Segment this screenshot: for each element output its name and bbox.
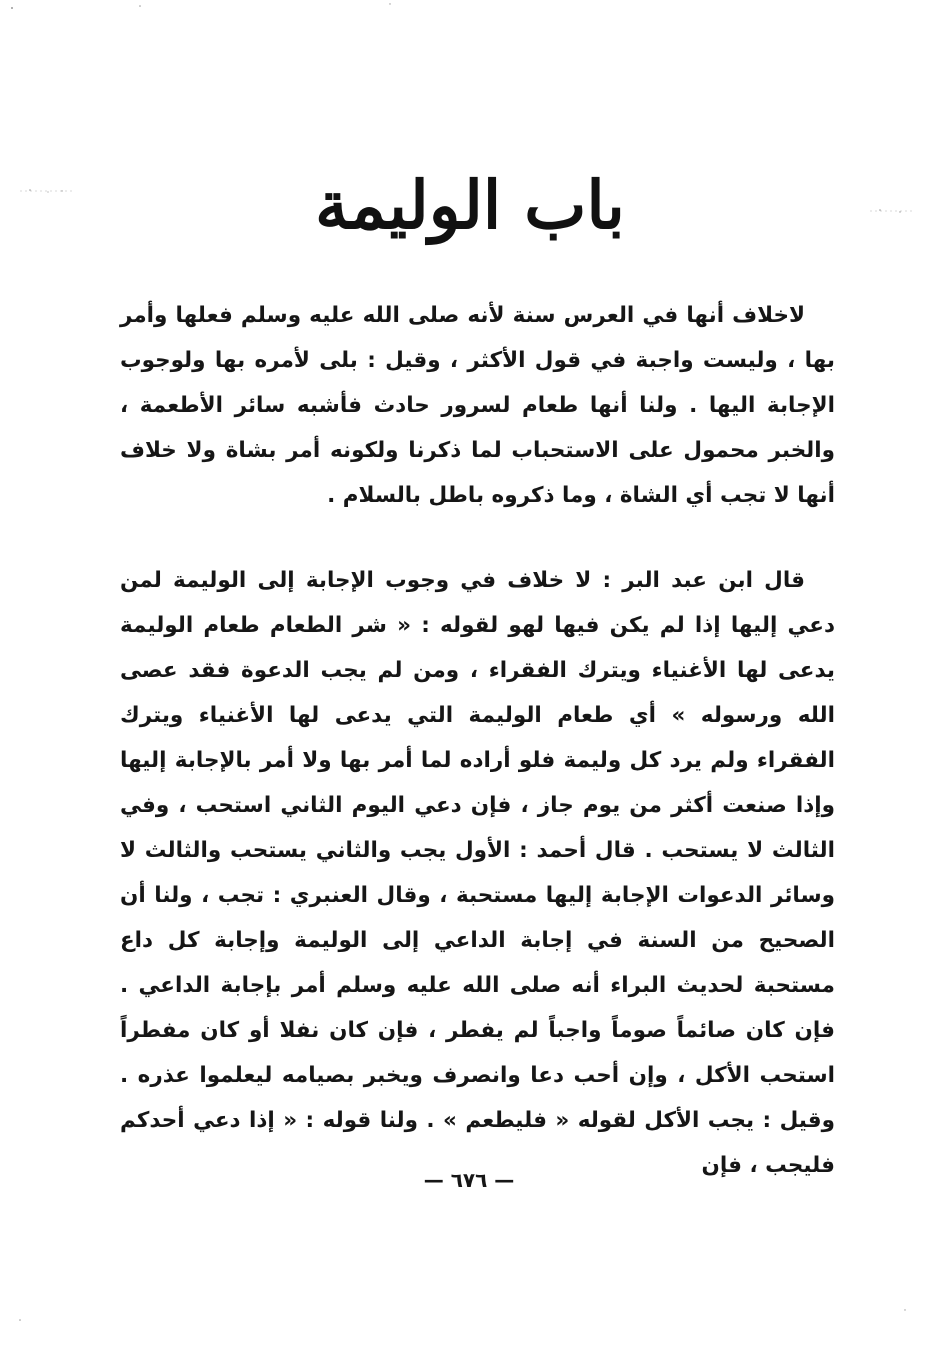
chapter-title-block: [300, 140, 640, 270]
page-number: — ٦٧٦ —: [423, 1168, 515, 1192]
paragraph-2: [120, 558, 835, 1188]
paragraph-2-text: قال ابن عبد البر : لا خلاف في وجوب الإجابة إلى الوليمة لمن دعي إليها إذا لم يكن فيها لهو لقوله : « شر الطعام طعام الوليمة يدعى لها الأغنياء ويترك الفقراء ، ومن لم يجب الدعوة فقد عصى الله ورسوله » أي طعام الوليمة التي يدعى لها الأغنياء ويترك الفقراء ولم يرد كل وليمة فلو أراده لما أمر بها ولا أمر بالإجابة إليها وإذا صنعت أكثر من يوم جاز ، فإن دعي اليوم الثاني استحب ، وفي الثالث لا يستحب . قال أحمد : الأول يجب والثاني يستحب والثالث لا وسائر الدعوات الإجابة إليها مستحبة ، وقال العنبري : تجب ، ولنا أن الصحيح من السنة في إجابة الداعي إلى الوليمة وإجابة كل داع مستحبة لحديث البراء أنه صلى الله عليه وسلم أمر بإجابة الداعي . فإن كان صائماً صوماً واجباً لم يفطر ، فإن كان نفلا أو كان مفطراً استحب الأكل ، وإن أحب دعا وانصرف ويخبر بصيامه ليعلموا عذره . وقيل : يجب الأكل لقوله « فليطعم » . ولنا قوله : « إذا دعي أحدكم فليجب ، فإن: [120, 568, 835, 1178]
paragraph-1: [120, 293, 835, 518]
paragraph-1-text: لاخلاف أنها في العرس سنة لأنه صلى الله عليه وسلم فعلها وأمر بها ، وليست واجبة في قول الأكثر ، وقيل : بلى لأمره بها ولوجوب الإجابة اليها . ولنا أنها طعام لسرور حادث فأشبه سائر الأطعمة ، والخبر محمول على الاستحباب لما ذكرنا ولكونه أمر بشاة ولا خلاف أنها لا تجب أي الشاة ، وما ذكروه باطل بالسلام .: [120, 303, 835, 508]
chapter-title: باب الوليمة: [315, 166, 625, 244]
